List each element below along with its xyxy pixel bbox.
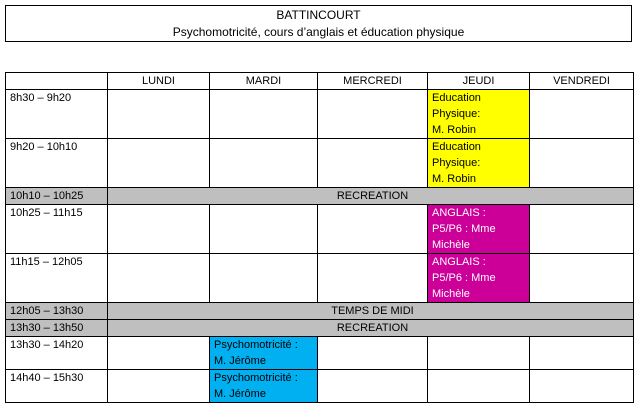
table-row — [6, 205, 634, 254]
psychomotricite-cell — [210, 337, 318, 370]
empty-cell — [530, 90, 634, 139]
cell-line: Psychomotricité : — [214, 339, 298, 351]
break-row — [6, 188, 634, 205]
corner-cell — [6, 73, 108, 90]
cell-line: Education — [432, 141, 481, 153]
education-physique-cell — [428, 139, 530, 188]
time-cell: 10h25 – 11h15 — [6, 205, 108, 254]
day-header-jeudi: JEUDI — [428, 73, 530, 90]
empty-cell — [108, 370, 210, 403]
day-header-mardi: MARDI — [210, 73, 318, 90]
cell-line: Michèle — [432, 239, 470, 251]
table-row — [6, 254, 634, 303]
time-cell: 14h40 – 15h30 — [6, 370, 108, 403]
empty-cell — [210, 205, 318, 254]
cell-line: P5/P6 : Mme — [432, 272, 496, 284]
recreation-label: RECREATION — [108, 188, 634, 205]
cell-line: M. Robin — [432, 124, 477, 136]
cell-line: ANGLAIS : — [432, 256, 486, 268]
cell-line: Psychomotricité : — [214, 372, 298, 384]
day-header-lundi: LUNDI — [108, 73, 210, 90]
time-cell: 13h30 – 14h20 — [6, 337, 108, 370]
lunch-label: TEMPS DE MIDI — [108, 303, 634, 320]
cell-line: ANGLAIS : — [432, 207, 486, 219]
cell-line: Physique: — [432, 157, 481, 169]
table-row — [6, 337, 634, 370]
empty-cell — [530, 139, 634, 188]
empty-cell — [210, 90, 318, 139]
empty-cell — [318, 337, 428, 370]
empty-cell — [108, 337, 210, 370]
empty-cell — [318, 139, 428, 188]
school-title: BATTINCOURT — [276, 8, 361, 22]
table-row — [6, 90, 634, 139]
empty-cell — [530, 254, 634, 303]
cell-line: P5/P6 : Mme — [432, 223, 496, 235]
break-row — [6, 320, 634, 337]
time-cell: 10h10 – 10h25 — [6, 188, 108, 205]
anglais-cell — [428, 205, 530, 254]
day-header-vendredi: VENDREDI — [530, 73, 634, 90]
time-cell: 13h30 – 13h50 — [6, 320, 108, 337]
schedule-subtitle: Psychomotricité, cours d’anglais et éducation physique — [172, 25, 465, 39]
education-physique-cell — [428, 90, 530, 139]
empty-cell — [428, 337, 530, 370]
cell-line: M. Robin — [432, 173, 477, 185]
table-row — [6, 139, 634, 188]
anglais-cell — [428, 254, 530, 303]
school-header — [5, 5, 632, 42]
day-header-row — [6, 73, 634, 90]
time-cell: 9h20 – 10h10 — [6, 139, 108, 188]
empty-cell — [530, 205, 634, 254]
empty-cell — [318, 90, 428, 139]
break-row — [6, 303, 634, 320]
empty-cell — [108, 90, 210, 139]
cell-line: M. Jérôme — [214, 355, 266, 367]
time-cell: 11h15 – 12h05 — [6, 254, 108, 303]
empty-cell — [108, 254, 210, 303]
time-cell: 12h05 – 13h30 — [6, 303, 108, 320]
empty-cell — [108, 139, 210, 188]
empty-cell — [530, 337, 634, 370]
empty-cell — [210, 139, 318, 188]
cell-line: Michèle — [432, 288, 470, 300]
psychomotricite-cell — [210, 370, 318, 403]
empty-cell — [108, 205, 210, 254]
cell-line: M. Jérôme — [214, 388, 266, 400]
time-cell: 8h30 – 9h20 — [6, 90, 108, 139]
recreation-label: RECREATION — [108, 320, 634, 337]
weekly-schedule-table — [5, 72, 634, 403]
empty-cell — [530, 370, 634, 403]
cell-line: Physique: — [432, 108, 481, 120]
empty-cell — [318, 254, 428, 303]
cell-line: Education — [432, 92, 481, 104]
empty-cell — [428, 370, 530, 403]
empty-cell — [318, 370, 428, 403]
empty-cell — [318, 205, 428, 254]
empty-cell — [210, 254, 318, 303]
table-row — [6, 370, 634, 403]
day-header-mercredi: MERCREDI — [318, 73, 428, 90]
